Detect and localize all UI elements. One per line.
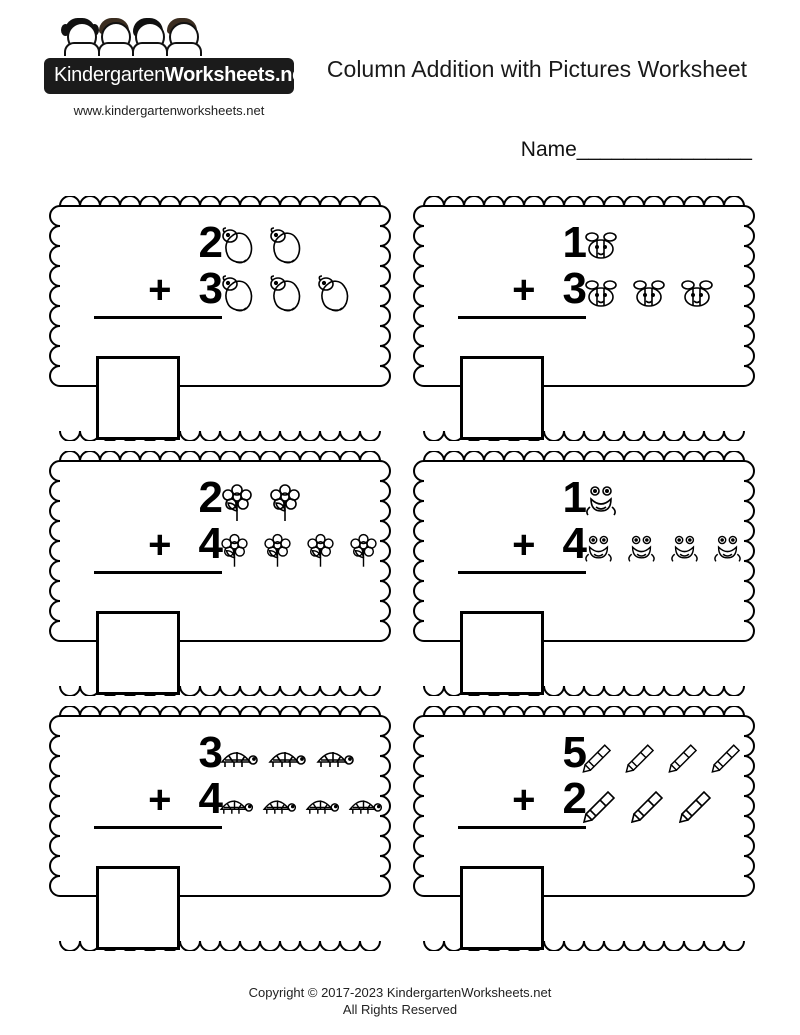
sum-line bbox=[458, 571, 586, 574]
turtle-icon bbox=[310, 732, 356, 778]
problems-grid bbox=[46, 196, 758, 956]
crayon-icon bbox=[674, 780, 720, 826]
rights-text: All Rights Reserved bbox=[342, 1002, 458, 1018]
answer-box[interactable] bbox=[96, 356, 180, 440]
bee-icon bbox=[674, 270, 720, 316]
picture-group bbox=[578, 222, 748, 316]
picture-row-bottom bbox=[578, 525, 748, 571]
frog-icon bbox=[578, 477, 624, 523]
addition-problem bbox=[94, 730, 224, 829]
squirrel-icon bbox=[262, 270, 308, 316]
picture-group bbox=[578, 732, 748, 826]
flower-icon bbox=[214, 525, 255, 571]
operator: + bbox=[148, 523, 173, 568]
addend-top: 5 bbox=[562, 728, 588, 777]
flower-icon bbox=[214, 477, 260, 523]
kid-icon-4 bbox=[164, 18, 200, 56]
picture-row-bottom bbox=[214, 525, 384, 571]
picture-row-top bbox=[214, 222, 384, 268]
addend-bottom: 4 bbox=[198, 774, 224, 824]
addend-top: 3 bbox=[198, 728, 224, 777]
turtle-icon bbox=[300, 780, 341, 826]
sum-line bbox=[94, 826, 222, 829]
answer-box[interactable] bbox=[460, 866, 544, 950]
squirrel-icon bbox=[310, 270, 356, 316]
logo-banner bbox=[44, 58, 310, 94]
operator: + bbox=[512, 268, 537, 313]
frog-icon bbox=[707, 525, 748, 571]
kid-icon-2 bbox=[96, 18, 132, 56]
frog-icon bbox=[621, 525, 662, 571]
kids-faces-icon bbox=[62, 18, 294, 56]
sum-line bbox=[94, 316, 222, 319]
picture-group bbox=[214, 732, 384, 826]
addition-problem bbox=[94, 220, 224, 319]
addend-bottom: 4 bbox=[562, 519, 588, 569]
turtle-icon bbox=[214, 780, 255, 826]
flower-icon bbox=[343, 525, 384, 571]
addend-bottom: 4 bbox=[198, 519, 224, 569]
problem-card bbox=[410, 706, 758, 951]
operator: + bbox=[148, 778, 173, 823]
addition-problem bbox=[458, 730, 588, 829]
bee-icon bbox=[578, 222, 624, 268]
picture-group bbox=[578, 477, 748, 571]
answer-box[interactable] bbox=[460, 611, 544, 695]
picture-row-top bbox=[214, 732, 384, 778]
flower-icon bbox=[257, 525, 298, 571]
addition-problem bbox=[458, 220, 588, 319]
picture-row-top bbox=[214, 477, 384, 523]
picture-row-bottom bbox=[578, 780, 748, 826]
kid-icon-1 bbox=[62, 18, 98, 56]
answer-box[interactable] bbox=[96, 611, 180, 695]
sum-line bbox=[458, 826, 586, 829]
page-header bbox=[0, 0, 800, 161]
addend-bottom: 3 bbox=[562, 264, 588, 314]
addend-bottom: 3 bbox=[198, 264, 224, 314]
problem-card bbox=[410, 196, 758, 441]
turtle-icon bbox=[257, 780, 298, 826]
answer-box[interactable] bbox=[96, 866, 180, 950]
crayon-icon bbox=[626, 780, 672, 826]
crayon-icon bbox=[578, 780, 624, 826]
site-logo bbox=[44, 18, 310, 118]
copyright-text: Copyright © 2017-2023 KindergartenWorksheets.net bbox=[248, 984, 552, 1000]
logo-text-tld: .net bbox=[274, 64, 310, 86]
problem-card bbox=[410, 451, 758, 696]
answer-box[interactable] bbox=[460, 356, 544, 440]
flower-icon bbox=[262, 477, 308, 523]
crayon-icon bbox=[707, 732, 748, 778]
squirrel-icon bbox=[214, 270, 260, 316]
frog-icon bbox=[664, 525, 705, 571]
squirrel-icon bbox=[214, 222, 260, 268]
site-url: www.kindergartenworksheets.net bbox=[73, 103, 265, 118]
addend-top: 1 bbox=[562, 218, 588, 267]
turtle-icon bbox=[343, 780, 384, 826]
addend-bottom: 2 bbox=[562, 774, 588, 824]
logo-text-kindergarten: Kindergarten bbox=[54, 64, 165, 86]
bee-icon bbox=[626, 270, 672, 316]
problem-card bbox=[46, 706, 394, 951]
picture-group bbox=[214, 222, 384, 316]
picture-row-top bbox=[578, 477, 748, 523]
addition-problem bbox=[458, 475, 588, 574]
addition-problem bbox=[94, 475, 224, 574]
turtle-icon bbox=[214, 732, 260, 778]
picture-row-bottom bbox=[214, 270, 384, 316]
kid-icon-3 bbox=[130, 18, 166, 56]
logo-text-worksheets: Worksheets bbox=[164, 64, 275, 86]
page-title: Column Addition with Pictures Worksheet bbox=[326, 56, 748, 82]
picture-row-top bbox=[578, 222, 748, 268]
picture-group bbox=[214, 477, 384, 571]
operator: + bbox=[512, 523, 537, 568]
flower-icon bbox=[300, 525, 341, 571]
page-footer bbox=[0, 984, 800, 1019]
crayon-icon bbox=[578, 732, 619, 778]
operator: + bbox=[512, 778, 537, 823]
turtle-icon bbox=[262, 732, 308, 778]
picture-row-top bbox=[578, 732, 748, 778]
picture-row-bottom bbox=[214, 780, 384, 826]
frog-icon bbox=[578, 525, 619, 571]
operator: + bbox=[148, 268, 173, 313]
addend-top: 2 bbox=[198, 473, 224, 522]
sum-line bbox=[94, 571, 222, 574]
sum-line bbox=[458, 316, 586, 319]
picture-row-bottom bbox=[578, 270, 748, 316]
addend-top: 2 bbox=[198, 218, 224, 267]
problem-card bbox=[46, 196, 394, 441]
name-field-label[interactable]: Name_______________ bbox=[520, 138, 752, 161]
addend-top: 1 bbox=[562, 473, 588, 522]
crayon-icon bbox=[664, 732, 705, 778]
bee-icon bbox=[578, 270, 624, 316]
squirrel-icon bbox=[262, 222, 308, 268]
crayon-icon bbox=[621, 732, 662, 778]
problem-card bbox=[46, 451, 394, 696]
